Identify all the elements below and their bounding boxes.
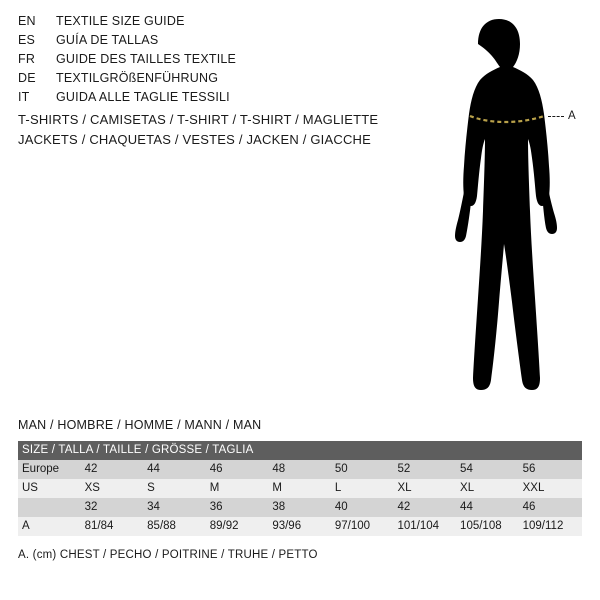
cell-value: 48 [268,460,331,479]
cell-value: 56 [519,460,582,479]
cell-value: 105/108 [456,517,519,536]
cell-value: S [143,479,206,498]
cell-value: 42 [393,498,456,517]
section-title-man: MAN / HOMBRE / HOMME / MANN / MAN [18,418,262,432]
language-row [18,14,398,33]
language-text: GUIDE DES TAILLES TEXTILE [56,52,237,66]
row-label [18,498,81,517]
cell-value: 32 [81,498,144,517]
cell-value: 46 [206,460,269,479]
language-code: EN [18,14,36,28]
cell-value: XXL [519,479,582,498]
language-code: ES [18,33,36,47]
cell-value: 36 [206,498,269,517]
cell-value: L [331,479,394,498]
language-row [18,52,398,71]
cell-value: 97/100 [331,517,394,536]
language-code: IT [18,90,30,104]
language-code: DE [18,71,36,85]
footnote-chest-measure: A. (cm) CHEST / PECHO / POITRINE / TRUHE / PETTO [18,549,318,561]
category-line-jackets: JACKETS / CHAQUETAS / VESTES / JACKEN / GIACCHE [18,132,372,147]
category-block [18,110,418,150]
table-row [18,460,582,479]
cell-value: 89/92 [206,517,269,536]
silhouette-icon [400,6,600,406]
language-row [18,33,398,52]
table-row [18,517,582,536]
language-text: GUÍA DE TALLAS [56,33,159,47]
cell-value: 85/88 [143,517,206,536]
cell-value: 44 [143,460,206,479]
table-header-label: SIZE / TALLA / TAILLE / GRÖSSE / TAGLIA [18,441,582,460]
table-header-row [18,441,582,460]
cell-value: 109/112 [519,517,582,536]
cell-value: 54 [456,460,519,479]
language-row [18,90,398,109]
cell-value: M [268,479,331,498]
language-text: GUIDA ALLE TAGLIE TESSILI [56,90,230,104]
cell-value: XS [81,479,144,498]
language-code: FR [18,52,36,66]
cell-value: M [206,479,269,498]
size-table-wrapper [18,441,582,536]
cell-value: 42 [81,460,144,479]
category-line-tshirts: T-SHIRTS / CAMISETAS / T-SHIRT / T-SHIRT / MAGLIETTE [18,112,379,127]
size-table [18,441,582,536]
cell-value: 93/96 [268,517,331,536]
cell-value: XL [393,479,456,498]
table-row [18,479,582,498]
row-label: A [18,517,81,536]
cell-value: 50 [331,460,394,479]
language-header-block [18,14,398,109]
male-silhouette-figure [400,6,600,406]
table-row [18,498,582,517]
measure-dash-line [548,116,564,118]
cell-value: 52 [393,460,456,479]
cell-value: 34 [143,498,206,517]
cell-value: 38 [268,498,331,517]
language-text: TEXTILGRÖßENFÜHRUNG [56,71,219,85]
language-text: TEXTILE SIZE GUIDE [56,14,185,28]
row-label: Europe [18,460,81,479]
row-label: US [18,479,81,498]
cell-value: 44 [456,498,519,517]
measure-label-a: A [568,110,576,122]
cell-value: 40 [331,498,394,517]
cell-value: 81/84 [81,517,144,536]
cell-value: 101/104 [393,517,456,536]
cell-value: XL [456,479,519,498]
language-row [18,71,398,90]
cell-value: 46 [519,498,582,517]
